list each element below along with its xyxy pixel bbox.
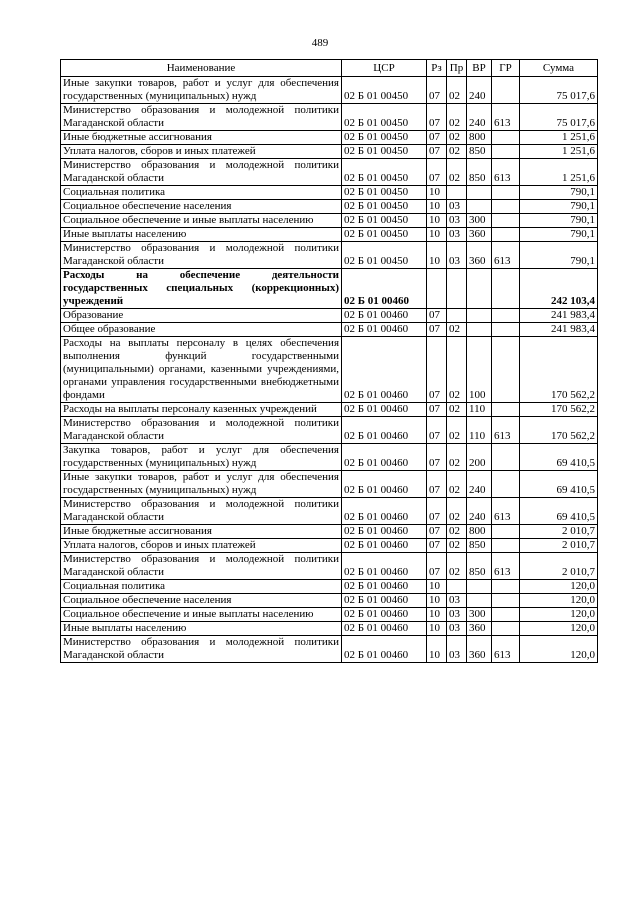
cell-name: Уплата налогов, сборов и иных платежей <box>61 539 342 553</box>
cell-vr: 360 <box>467 242 492 269</box>
cell-rz: 07 <box>427 131 447 145</box>
header-pr: Пр <box>447 60 467 77</box>
cell-vr: 300 <box>467 214 492 228</box>
table-row <box>61 77 598 104</box>
cell-csr: 02 Б 01 00460 <box>342 498 427 525</box>
table-row <box>61 242 598 269</box>
cell-csr: 02 Б 01 00460 <box>342 337 427 403</box>
cell-csr: 02 Б 01 00450 <box>342 186 427 200</box>
cell-csr: 02 Б 01 00460 <box>342 525 427 539</box>
cell-pr: 02 <box>447 525 467 539</box>
table-row <box>61 594 598 608</box>
cell-sum: 120,0 <box>520 622 598 636</box>
cell-sum: 242 103,4 <box>520 269 598 309</box>
cell-pr: 03 <box>447 228 467 242</box>
cell-csr: 02 Б 01 00450 <box>342 131 427 145</box>
cell-gr <box>492 145 520 159</box>
cell-pr: 02 <box>447 323 467 337</box>
cell-sum: 1 251,6 <box>520 131 598 145</box>
table-row <box>61 498 598 525</box>
cell-csr: 02 Б 01 00460 <box>342 417 427 444</box>
cell-sum: 120,0 <box>520 608 598 622</box>
cell-vr: 850 <box>467 539 492 553</box>
header-sum: Сумма <box>520 60 598 77</box>
table-row <box>61 145 598 159</box>
cell-sum: 790,1 <box>520 200 598 214</box>
table-header-row <box>61 60 598 77</box>
cell-gr: 613 <box>492 498 520 525</box>
cell-rz: 10 <box>427 580 447 594</box>
cell-sum: 790,1 <box>520 186 598 200</box>
cell-pr: 02 <box>447 337 467 403</box>
cell-name: Расходы на выплаты персоналу казенных учреждений <box>61 403 342 417</box>
cell-gr <box>492 594 520 608</box>
cell-rz: 07 <box>427 525 447 539</box>
cell-sum: 790,1 <box>520 214 598 228</box>
cell-gr: 613 <box>492 553 520 580</box>
table-row <box>61 200 598 214</box>
cell-pr: 02 <box>447 131 467 145</box>
cell-name: Социальное обеспечение и иные выплаты населению <box>61 214 342 228</box>
cell-rz: 07 <box>427 498 447 525</box>
cell-vr: 850 <box>467 553 492 580</box>
cell-rz: 07 <box>427 145 447 159</box>
cell-rz: 10 <box>427 228 447 242</box>
cell-sum: 241 983,4 <box>520 323 598 337</box>
table-row <box>61 580 598 594</box>
table-row <box>61 337 598 403</box>
cell-csr: 02 Б 01 00460 <box>342 608 427 622</box>
cell-csr: 02 Б 01 00450 <box>342 200 427 214</box>
header-gr: ГР <box>492 60 520 77</box>
cell-name: Социальное обеспечение населения <box>61 200 342 214</box>
cell-vr: 240 <box>467 471 492 498</box>
cell-gr <box>492 471 520 498</box>
table-row <box>61 104 598 131</box>
cell-vr: 240 <box>467 104 492 131</box>
cell-rz: 07 <box>427 471 447 498</box>
table-row <box>61 525 598 539</box>
cell-csr: 02 Б 01 00460 <box>342 309 427 323</box>
cell-rz: 07 <box>427 77 447 104</box>
table-row <box>61 622 598 636</box>
cell-vr: 850 <box>467 159 492 186</box>
cell-rz: 07 <box>427 159 447 186</box>
cell-name: Закупка товаров, работ и услуг для обеспечения государственных (муниципальных) нужд <box>61 444 342 471</box>
cell-gr <box>492 525 520 539</box>
cell-vr: 240 <box>467 498 492 525</box>
cell-pr: 02 <box>447 104 467 131</box>
cell-name: Социальное обеспечение населения <box>61 594 342 608</box>
table-row <box>61 539 598 553</box>
cell-pr <box>447 269 467 309</box>
table-row <box>61 309 598 323</box>
cell-pr <box>447 186 467 200</box>
cell-csr: 02 Б 01 00450 <box>342 77 427 104</box>
cell-pr: 03 <box>447 214 467 228</box>
cell-pr: 02 <box>447 471 467 498</box>
table-row <box>61 444 598 471</box>
cell-gr <box>492 269 520 309</box>
cell-name: Социальное обеспечение и иные выплаты населению <box>61 608 342 622</box>
cell-pr <box>447 309 467 323</box>
cell-gr <box>492 228 520 242</box>
cell-csr: 02 Б 01 00460 <box>342 622 427 636</box>
cell-name: Министерство образования и молодежной политики Магаданской области <box>61 498 342 525</box>
cell-name: Министерство образования и молодежной политики Магаданской области <box>61 242 342 269</box>
cell-sum: 120,0 <box>520 636 598 663</box>
cell-csr: 02 Б 01 00450 <box>342 159 427 186</box>
cell-sum: 69 410,5 <box>520 444 598 471</box>
cell-gr: 613 <box>492 104 520 131</box>
table-row <box>61 323 598 337</box>
cell-vr: 110 <box>467 403 492 417</box>
cell-csr: 02 Б 01 00450 <box>342 242 427 269</box>
table-body <box>61 77 598 663</box>
cell-name: Иные выплаты населению <box>61 228 342 242</box>
cell-vr <box>467 323 492 337</box>
cell-name: Министерство образования и молодежной политики Магаданской области <box>61 159 342 186</box>
cell-pr: 03 <box>447 594 467 608</box>
cell-rz: 07 <box>427 403 447 417</box>
cell-gr <box>492 323 520 337</box>
cell-pr <box>447 580 467 594</box>
cell-pr: 02 <box>447 539 467 553</box>
cell-gr <box>492 608 520 622</box>
cell-gr <box>492 186 520 200</box>
cell-pr: 03 <box>447 636 467 663</box>
cell-vr: 300 <box>467 608 492 622</box>
cell-pr: 02 <box>447 145 467 159</box>
cell-rz: 07 <box>427 553 447 580</box>
cell-gr: 613 <box>492 159 520 186</box>
cell-csr: 02 Б 01 00450 <box>342 145 427 159</box>
cell-vr <box>467 269 492 309</box>
cell-rz: 10 <box>427 214 447 228</box>
cell-vr: 800 <box>467 131 492 145</box>
header-csr: ЦСР <box>342 60 427 77</box>
cell-name: Министерство образования и молодежной политики Магаданской области <box>61 636 342 663</box>
cell-gr <box>492 539 520 553</box>
cell-name: Иные бюджетные ассигнования <box>61 131 342 145</box>
cell-pr: 02 <box>447 498 467 525</box>
cell-vr: 360 <box>467 636 492 663</box>
cell-name: Иные закупки товаров, работ и услуг для обеспечения государственных (муниципальных) нужд <box>61 77 342 104</box>
cell-rz: 10 <box>427 636 447 663</box>
cell-sum: 790,1 <box>520 228 598 242</box>
cell-sum: 69 410,5 <box>520 498 598 525</box>
cell-name: Иные выплаты населению <box>61 622 342 636</box>
cell-gr <box>492 309 520 323</box>
cell-gr <box>492 580 520 594</box>
cell-pr: 02 <box>447 417 467 444</box>
cell-vr: 200 <box>467 444 492 471</box>
cell-rz: 07 <box>427 337 447 403</box>
cell-pr: 03 <box>447 608 467 622</box>
cell-vr: 360 <box>467 622 492 636</box>
cell-sum: 241 983,4 <box>520 309 598 323</box>
cell-csr: 02 Б 01 00450 <box>342 228 427 242</box>
cell-csr: 02 Б 01 00460 <box>342 444 427 471</box>
cell-csr: 02 Б 01 00460 <box>342 269 427 309</box>
cell-name: Уплата налогов, сборов и иных платежей <box>61 145 342 159</box>
cell-sum: 2 010,7 <box>520 539 598 553</box>
cell-pr: 03 <box>447 242 467 269</box>
cell-sum: 2 010,7 <box>520 553 598 580</box>
cell-csr: 02 Б 01 00460 <box>342 403 427 417</box>
cell-pr: 02 <box>447 444 467 471</box>
cell-pr: 02 <box>447 553 467 580</box>
cell-name: Министерство образования и молодежной политики Магаданской области <box>61 104 342 131</box>
page-number: 489 <box>311 37 329 49</box>
cell-csr: 02 Б 01 00460 <box>342 594 427 608</box>
header-vr: ВР <box>467 60 492 77</box>
cell-pr: 02 <box>447 403 467 417</box>
cell-csr: 02 Б 01 00460 <box>342 636 427 663</box>
cell-vr: 110 <box>467 417 492 444</box>
cell-csr: 02 Б 01 00450 <box>342 104 427 131</box>
cell-vr: 850 <box>467 145 492 159</box>
header-name: Наименование <box>61 60 342 77</box>
cell-gr <box>492 77 520 104</box>
cell-rz: 07 <box>427 309 447 323</box>
table-row <box>61 228 598 242</box>
table-row <box>61 186 598 200</box>
cell-rz: 10 <box>427 186 447 200</box>
cell-vr <box>467 200 492 214</box>
cell-sum: 75 017,6 <box>520 104 598 131</box>
table-row <box>61 553 598 580</box>
cell-sum: 170 562,2 <box>520 417 598 444</box>
cell-pr: 03 <box>447 200 467 214</box>
cell-sum: 790,1 <box>520 242 598 269</box>
cell-sum: 2 010,7 <box>520 525 598 539</box>
cell-vr: 100 <box>467 337 492 403</box>
cell-sum: 1 251,6 <box>520 145 598 159</box>
cell-vr: 360 <box>467 228 492 242</box>
cell-csr: 02 Б 01 00460 <box>342 553 427 580</box>
cell-vr <box>467 594 492 608</box>
cell-rz: 07 <box>427 417 447 444</box>
cell-pr: 03 <box>447 622 467 636</box>
cell-name: Расходы на выплаты персоналу в целях обеспечения выполнения функций государственными (муниципальными) органами, казенными учреждениями, органами управления государственными внебюджетными фондами <box>61 337 342 403</box>
table-row <box>61 269 598 309</box>
cell-rz: 10 <box>427 594 447 608</box>
cell-rz: 10 <box>427 200 447 214</box>
cell-gr <box>492 403 520 417</box>
table-row <box>61 417 598 444</box>
cell-gr: 613 <box>492 636 520 663</box>
cell-rz: 07 <box>427 539 447 553</box>
cell-sum: 120,0 <box>520 594 598 608</box>
cell-name: Общее образование <box>61 323 342 337</box>
cell-name: Социальная политика <box>61 580 342 594</box>
cell-name: Министерство образования и молодежной политики Магаданской области <box>61 553 342 580</box>
table-row <box>61 608 598 622</box>
cell-sum: 170 562,2 <box>520 337 598 403</box>
cell-gr: 613 <box>492 242 520 269</box>
budget-table <box>60 59 598 663</box>
cell-vr <box>467 309 492 323</box>
cell-sum: 1 251,6 <box>520 159 598 186</box>
cell-name: Расходы на обеспечение деятельности государственных специальных (коррекционных) учреждений <box>61 269 342 309</box>
cell-gr <box>492 444 520 471</box>
cell-vr <box>467 186 492 200</box>
cell-name: Социальная политика <box>61 186 342 200</box>
cell-rz: 07 <box>427 444 447 471</box>
cell-csr: 02 Б 01 00460 <box>342 539 427 553</box>
cell-rz: 10 <box>427 622 447 636</box>
cell-rz <box>427 269 447 309</box>
table-row <box>61 214 598 228</box>
cell-csr: 02 Б 01 00460 <box>342 323 427 337</box>
cell-gr <box>492 622 520 636</box>
table-row <box>61 403 598 417</box>
cell-name: Иные закупки товаров, работ и услуг для обеспечения государственных (муниципальных) нужд <box>61 471 342 498</box>
table-row <box>61 131 598 145</box>
cell-rz: 07 <box>427 104 447 131</box>
table-row <box>61 159 598 186</box>
table-row <box>61 471 598 498</box>
cell-pr: 02 <box>447 159 467 186</box>
cell-sum: 120,0 <box>520 580 598 594</box>
cell-csr: 02 Б 01 00450 <box>342 214 427 228</box>
cell-csr: 02 Б 01 00460 <box>342 471 427 498</box>
cell-vr: 800 <box>467 525 492 539</box>
cell-rz: 07 <box>427 323 447 337</box>
cell-name: Образование <box>61 309 342 323</box>
cell-gr <box>492 337 520 403</box>
cell-csr: 02 Б 01 00460 <box>342 580 427 594</box>
cell-gr <box>492 131 520 145</box>
cell-gr <box>492 214 520 228</box>
header-rz: Рз <box>427 60 447 77</box>
cell-name: Министерство образования и молодежной политики Магаданской области <box>61 417 342 444</box>
cell-vr <box>467 580 492 594</box>
cell-gr: 613 <box>492 417 520 444</box>
cell-vr: 240 <box>467 77 492 104</box>
cell-gr <box>492 200 520 214</box>
table-row <box>61 636 598 663</box>
cell-rz: 10 <box>427 608 447 622</box>
cell-sum: 75 017,6 <box>520 77 598 104</box>
cell-pr: 02 <box>447 77 467 104</box>
cell-rz: 10 <box>427 242 447 269</box>
cell-sum: 69 410,5 <box>520 471 598 498</box>
cell-sum: 170 562,2 <box>520 403 598 417</box>
cell-name: Иные бюджетные ассигнования <box>61 525 342 539</box>
